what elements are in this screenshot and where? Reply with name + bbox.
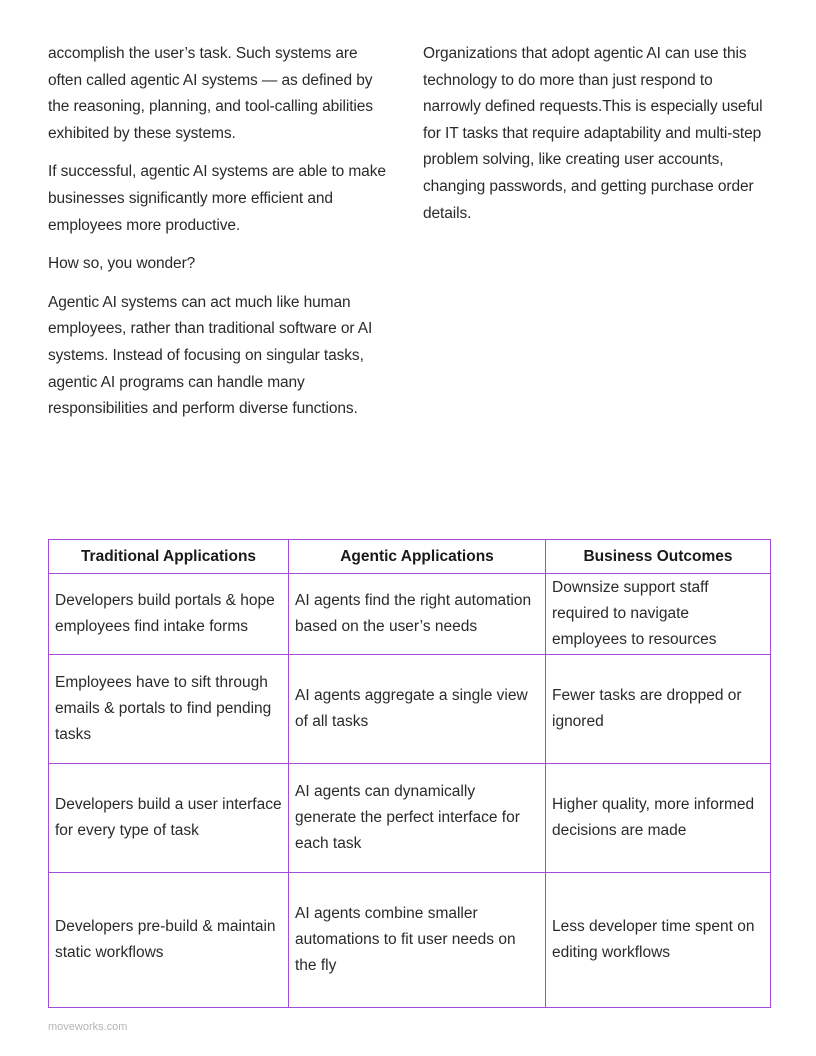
left-text-column bbox=[48, 41, 388, 435]
table-header-row bbox=[49, 540, 771, 574]
left-paragraph-1: accomplish the user’s task. Such systems are often called agentic AI systems — as defined by the reasoning, planning, and tool-calling abilities exhibited by these systems. bbox=[48, 45, 373, 142]
right-text-column bbox=[423, 41, 768, 239]
comparison-table-container bbox=[48, 539, 770, 1008]
table-cell: Employees have to sift through emails & portals to find pending tasks bbox=[49, 655, 289, 764]
table-cell: Fewer tasks are dropped or ignored bbox=[546, 655, 771, 764]
table-cell: AI agents find the right automation based on the user’s needs bbox=[289, 574, 546, 655]
table-row bbox=[49, 764, 771, 873]
right-paragraph-1: Organizations that adopt agentic AI can use this technology to do more than just respond to narrowly defined requests.This is especially useful for IT tasks that require adaptability and multi-step problem solving, like creating user accounts, changing passwords, and getting purchase order details. bbox=[423, 45, 763, 222]
comparison-table bbox=[48, 539, 771, 1008]
left-paragraph-3: How so, you wonder? bbox=[48, 255, 196, 273]
table-cell: Developers build a user interface for every type of task bbox=[49, 764, 289, 873]
table-row bbox=[49, 873, 771, 1008]
left-paragraph-4: Agentic AI systems can act much like human employees, rather than traditional software or AI systems. Instead of focusing on singular tasks, agentic AI programs can handle many responsibilities and perform diverse functions. bbox=[48, 293, 373, 418]
header-agentic-applications: Agentic Applications bbox=[289, 540, 546, 574]
table-cell: Downsize support staff required to navigate employees to resources bbox=[546, 574, 771, 655]
left-paragraph-2: If successful, agentic AI systems are able to make businesses significantly more efficient and employees more productive. bbox=[48, 163, 386, 234]
header-business-outcomes: Business Outcomes bbox=[546, 540, 771, 574]
table-cell: AI agents aggregate a single view of all tasks bbox=[289, 655, 546, 764]
table-row bbox=[49, 574, 771, 655]
table-cell: Developers pre-build & maintain static workflows bbox=[49, 873, 289, 1008]
header-traditional-applications: Traditional Applications bbox=[49, 540, 289, 574]
table-cell: Less developer time spent on editing workflows bbox=[546, 873, 771, 1008]
table-cell: Developers build portals & hope employees find intake forms bbox=[49, 574, 289, 655]
table-cell: Higher quality, more informed decisions are made bbox=[546, 764, 771, 873]
table-row bbox=[49, 655, 771, 764]
table-cell: AI agents can dynamically generate the perfect interface for each task bbox=[289, 764, 546, 873]
table-cell: AI agents combine smaller automations to fit user needs on the fly bbox=[289, 873, 546, 1008]
footer-site-link[interactable]: moveworks.com bbox=[48, 1021, 128, 1033]
